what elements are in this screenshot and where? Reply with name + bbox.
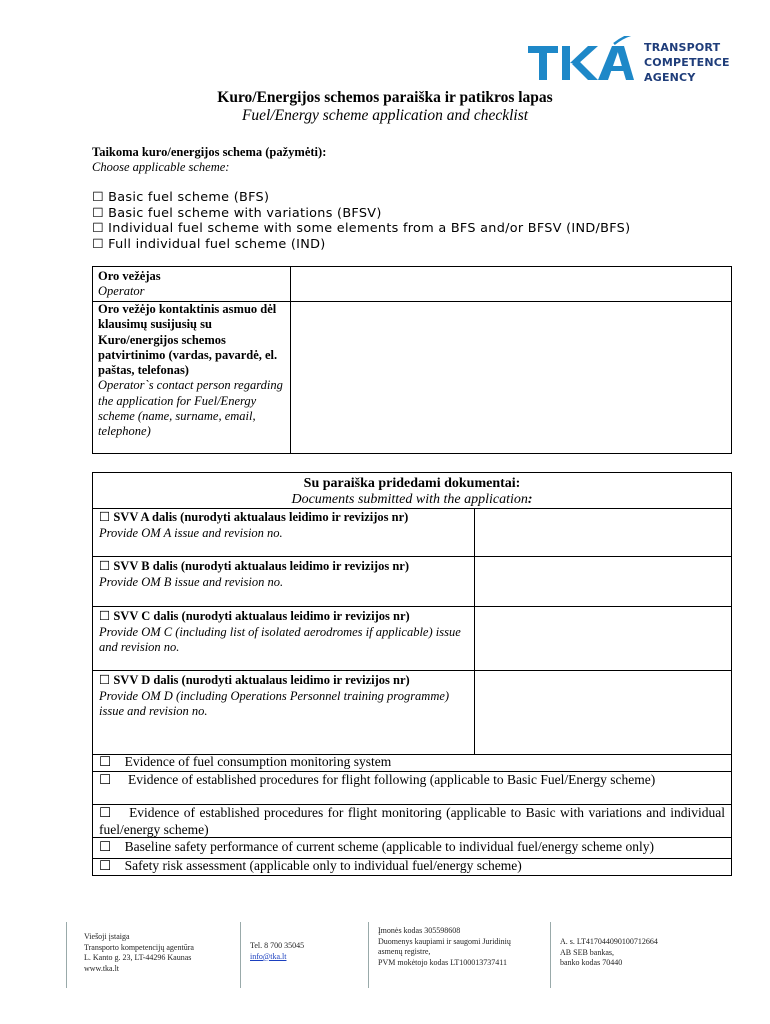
footer-line: Viešoji įstaiga xyxy=(84,932,130,941)
document-title: Kuro/Energijos schemos paraiška ir patikros lapas xyxy=(217,89,553,106)
scheme-option-label: Full individual fuel scheme (IND) xyxy=(108,236,326,252)
om-d-label-lt: SVV D dalis (nurodyti aktualaus leidimo ir revizijos nr) xyxy=(113,673,410,687)
contact-person-label xyxy=(98,302,286,440)
evidence-item[interactable] xyxy=(99,754,725,771)
footer-divider xyxy=(240,922,241,988)
scheme-option-ind-bfs[interactable] xyxy=(92,221,630,237)
om-a-label-lt: SVV A dalis (nurodyti aktualaus leidimo ir revizijos nr) xyxy=(113,510,409,524)
evidence-item[interactable] xyxy=(99,839,725,856)
om-c-label-lt: SVV C dalis (nurodyti aktualaus leidimo ir revizijos nr) xyxy=(113,609,410,623)
checkbox-icon[interactable]: ☐ xyxy=(99,558,111,573)
contact-person-label-lt: Oro vežėjo kontaktinis asmuo dėl klausimų susijusių su Kuro/energijos schemos patvirtinimo (vardas, pavardė, el. paštas, telefonas) xyxy=(98,302,278,378)
operator-label xyxy=(98,269,286,300)
footer-divider xyxy=(550,922,551,988)
logo-wordmark xyxy=(644,40,730,85)
operator-field[interactable] xyxy=(291,267,731,301)
om-b-field[interactable] xyxy=(475,557,731,606)
checkbox-icon[interactable]: ☐ xyxy=(99,672,111,687)
evidence-label: Evidence of established procedures for flight following (applicable to Basic Fuel/Energy scheme) xyxy=(127,772,656,787)
page-footer xyxy=(66,922,724,988)
scheme-options xyxy=(92,190,630,252)
footer-divider xyxy=(368,922,369,988)
checkbox-icon[interactable]: ☐ xyxy=(92,236,104,252)
documents-header-en xyxy=(93,492,731,508)
choose-scheme-label-en: Choose applicable scheme: xyxy=(92,160,230,174)
scheme-option-bfsv[interactable] xyxy=(92,206,630,222)
footer-line: banko kodas 70440 xyxy=(560,958,623,967)
checkbox-icon[interactable]: ☐ xyxy=(99,754,112,770)
checkbox-icon[interactable]: ☐ xyxy=(99,839,112,855)
evidence-item[interactable] xyxy=(99,805,725,838)
logo-line-2: COMPETENCE xyxy=(644,56,730,69)
footer-line: AB SEB bankas, xyxy=(560,947,614,957)
footer-line: Transporto kompetencijų agentūra xyxy=(84,942,194,952)
om-c-field[interactable] xyxy=(475,607,731,670)
scheme-option-label: Basic fuel scheme with variations (BFSV) xyxy=(108,205,382,221)
om-d-row xyxy=(99,672,469,720)
documents-header-lt: Su paraiška pridedami dokumentai: xyxy=(303,476,521,491)
documents-table xyxy=(92,472,732,876)
om-b-label-en: Provide OM B issue and revision no. xyxy=(99,574,284,589)
checkbox-icon[interactable]: ☐ xyxy=(99,858,112,874)
footer-registry xyxy=(378,926,511,968)
om-d-label-en: Provide OM D (including Operations Personnel training programme) issue and revision no. xyxy=(99,688,450,718)
om-b-row xyxy=(99,558,469,590)
documents-header-colon: : xyxy=(527,492,533,507)
operator-table xyxy=(92,266,732,454)
footer-line: Duomenys kaupiami ir saugomi Juridinių xyxy=(378,936,511,946)
checkbox-icon[interactable]: ☐ xyxy=(92,205,104,221)
evidence-item[interactable] xyxy=(99,772,725,789)
om-c-row xyxy=(99,608,469,656)
footer-website[interactable]: www.tka.lt xyxy=(84,963,120,973)
evidence-item[interactable] xyxy=(99,858,725,875)
logo-line-3: AGENCY xyxy=(644,71,696,84)
footer-bank xyxy=(560,937,658,969)
checkbox-icon[interactable]: ☐ xyxy=(99,805,112,821)
checkbox-icon[interactable]: ☐ xyxy=(99,509,111,524)
logo-line-1: TRANSPORT xyxy=(644,41,721,54)
checkbox-icon[interactable]: ☐ xyxy=(99,772,112,788)
footer-line: asmenų registre, xyxy=(378,947,431,956)
evidence-label: Evidence of fuel consumption monitoring system xyxy=(124,754,392,769)
evidence-label: Safety risk assessment (applicable only to individual fuel/energy scheme) xyxy=(124,858,522,873)
contact-person-field[interactable] xyxy=(291,302,731,453)
scheme-option-ind[interactable] xyxy=(92,237,630,253)
tka-logo-mark-icon xyxy=(526,36,636,84)
contact-person-label-en: Operator`s contact person regarding the application for Fuel/Energy scheme (name, surname, email, telephone) xyxy=(98,378,283,439)
operator-label-en: Operator xyxy=(98,284,145,299)
choose-scheme-label-lt: Taikoma kuro/energijos schema (pažymėti): xyxy=(92,145,327,159)
om-a-label-en: Provide OM A issue and revision no. xyxy=(99,525,283,540)
footer-contacts xyxy=(250,941,304,962)
footer-line: L. Kanto g. 23, LT-44296 Kaunas xyxy=(84,953,192,962)
scheme-option-label: Basic fuel scheme (BFS) xyxy=(108,190,270,205)
footer-line: PVM mokėtojo kodas LT100013737411 xyxy=(378,957,507,967)
footer-phone: Tel. 8 700 35045 xyxy=(250,941,305,950)
document-subtitle: Fuel/Energy scheme application and checklist xyxy=(241,107,529,124)
om-a-field[interactable] xyxy=(475,509,731,556)
om-a-row xyxy=(99,509,469,541)
checkbox-icon[interactable]: ☐ xyxy=(92,190,104,205)
om-b-label-lt: SVV B dalis (nurodyti aktualaus leidimo ir revizijos nr) xyxy=(113,559,409,573)
operator-label-lt: Oro vežėjas xyxy=(98,269,161,283)
evidence-label: Evidence of established procedures for flight monitoring (applicable to Basic with variations and individual fuel/energy scheme) xyxy=(99,805,725,837)
footer-line: Įmonės kodas 305598608 xyxy=(378,926,461,935)
footer-email-link[interactable]: info@tka.lt xyxy=(250,951,287,961)
scheme-option-bfs[interactable] xyxy=(92,190,630,206)
evidence-label: Baseline safety performance of current scheme (applicable to individual fuel/energy scheme only) xyxy=(124,839,655,854)
checkbox-icon[interactable]: ☐ xyxy=(92,221,104,237)
documents-header-en-text: Documents submitted with the application xyxy=(291,492,528,507)
om-c-label-en: Provide OM C (including list of isolated aerodromes if applicable) issue and revision no. xyxy=(99,624,461,654)
footer-line: A. s. LT417044090100712664 xyxy=(560,937,658,946)
footer-address xyxy=(84,932,194,974)
checkbox-icon[interactable]: ☐ xyxy=(99,608,111,623)
tka-logo xyxy=(526,30,736,90)
footer-divider xyxy=(66,922,67,988)
om-d-field[interactable] xyxy=(475,671,731,754)
scheme-option-label: Individual fuel scheme with some elements from a BFS and/or BFSV (IND/BFS) xyxy=(108,221,631,237)
